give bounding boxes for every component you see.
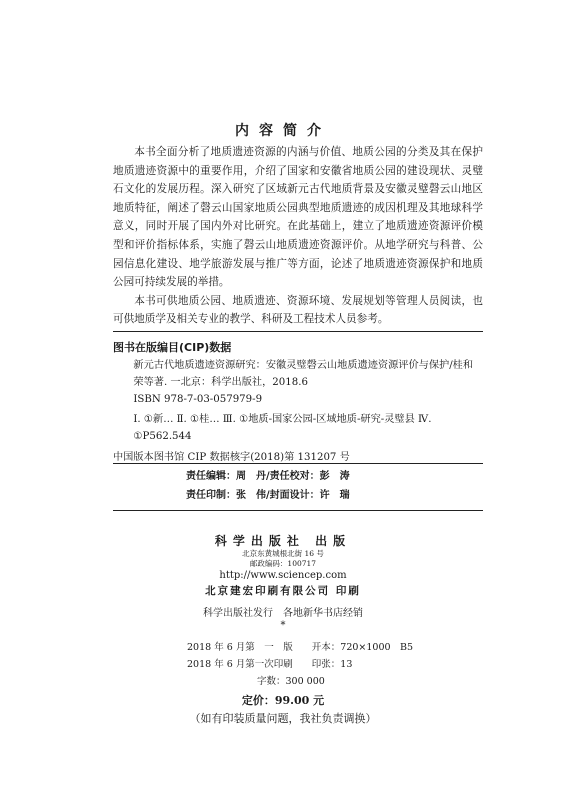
- edition-line-2: 2018 年 6 月第一次印刷 印张：13: [187, 659, 353, 670]
- cip-classification: Ⅰ. ①新… Ⅱ. ①桂… Ⅲ. ①地质-国家公园-区域地质-研究-灵璧县 Ⅳ. ①P562.544: [133, 414, 432, 442]
- intro-paragraph-2: 本书可供地质公园、地质遗迹、资源环境、发展规划等管理人员阅读，也可供地质学及相关专业的教学、科研及工程技术人员参考。: [113, 294, 483, 326]
- cip-block: [113, 357, 483, 466]
- intro-title: 内容简介: [235, 123, 331, 139]
- intro-abstract: [113, 143, 483, 329]
- publisher-postcode: 邮政编码：100717: [249, 559, 317, 568]
- cip-book-line: 新元古代地质遗迹资源研究：安徽灵璧磬云山地质遗迹资源评价与保护/桂和荣等著. 一北京：科学出版社，2018.6: [133, 360, 474, 388]
- divider-staff: [113, 510, 483, 511]
- divider-cip: [113, 463, 483, 464]
- word-count: 字数：300 000: [257, 676, 325, 687]
- cip-number: 中国版本图书馆 CIP 数据核字(2018)第 131207 号: [113, 452, 350, 463]
- staff-line-1: 责任编辑：周 丹/责任校对：彭 涛: [186, 471, 350, 482]
- intro-paragraph-1: 本书全面分析了地质遗迹资源的内涵与价值、地质公园的分类及其在保护地质遗迹资源中的重要作用，介绍了国家和安徽省地质公园的建设现状、灵璧石文化的发展历程。深入研究了区域新元古代地质背景及安徽灵璧磬云山地区地质特征，阐述了磬云山国家地质公园典型地质遗迹的成因机理及其地球科学意义，同时开展了国内外对比研究。在此基础上，建立了地质遗迹资源评价模型和评价指标体系，实施了磬云山地质遗迹资源评价。从地学研究与科普、公园信息化建设、地学旅游发展与推广等方面，论述了地质遗迹资源保护和地质公园可持续发展的举措。: [113, 146, 483, 289]
- quality-notice: （如有印装质量问题，我社负责调换）: [189, 712, 377, 725]
- publisher-url: http://www.sciencep.com: [219, 570, 347, 581]
- staff-line-2: 责任印制：张 伟/封面设计：许 瑞: [186, 490, 350, 501]
- separator-star: *: [280, 620, 286, 631]
- price: 定价：99.00 元: [241, 694, 325, 707]
- cip-heading: 图书在版编目(CIP)数据: [113, 341, 232, 354]
- publisher-name: 科学出版社 出版: [214, 534, 352, 548]
- staff-credits: [186, 467, 506, 505]
- publisher-address: 北京东黄城根北街 16 号: [242, 549, 324, 558]
- divider-top: [113, 331, 483, 332]
- printer-name: 北京建宏印刷有限公司 印刷: [205, 585, 361, 597]
- edition-line-1: 2018 年 6 月第 一 版 开本：720×1000 B5: [187, 642, 414, 653]
- cip-isbn: ISBN 978-7-03-057979-9: [133, 394, 263, 405]
- edition-info: [187, 639, 487, 690]
- distribution-line: 科学出版社发行 各地新华书店经销: [203, 608, 363, 619]
